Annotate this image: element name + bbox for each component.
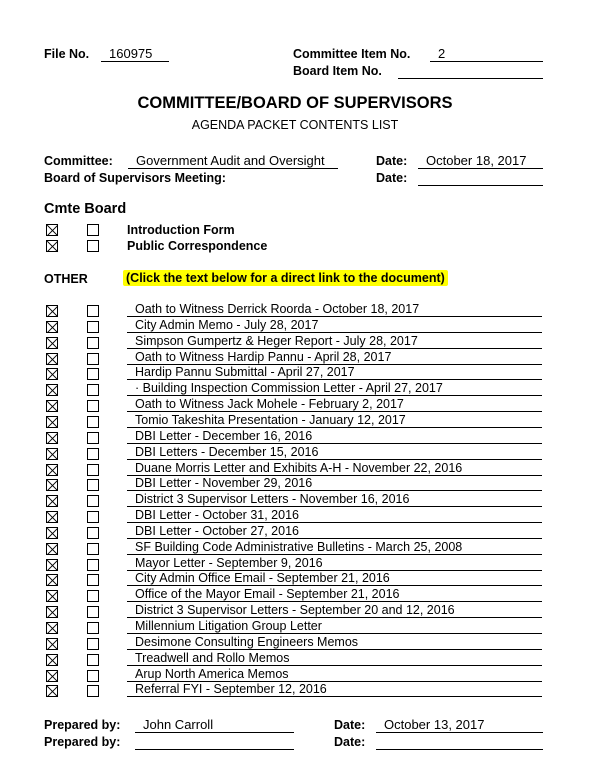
document-link[interactable]: Simpson Gumpertz & Heger Report - July 28, 2017 [127,334,542,349]
cmte-checkbox[interactable] [46,448,58,460]
cmte-checkbox[interactable] [46,353,58,365]
board-checkbox[interactable] [87,511,99,523]
document-link[interactable]: Oath to Witness Derrick Roorda - October 18, 2017 [127,302,542,317]
board-checkbox[interactable] [87,224,99,236]
board-checkbox[interactable] [87,559,99,571]
board-checkbox[interactable] [87,464,99,476]
footer-date-label-1: Date: [334,718,366,732]
cmte-checkbox[interactable] [46,321,58,333]
committee-value: Government Audit and Oversight [128,154,338,169]
board-checkbox[interactable] [87,527,99,539]
board-checkbox[interactable] [87,670,99,682]
document-link[interactable]: Hardip Pannu Submittal - April 27, 2017 [127,365,542,380]
document-link[interactable]: Mayor Letter - September 9, 2016 [127,556,542,571]
committee-date-value: October 18, 2017 [418,154,543,169]
board-checkbox[interactable] [87,353,99,365]
cmte-checkbox[interactable] [46,384,58,396]
board-date-value [418,171,543,186]
file-no-label: File No. [44,47,90,61]
document-link[interactable]: Desimone Consulting Engineers Memos [127,635,542,650]
board-checkbox[interactable] [87,240,99,252]
cmte-checkbox[interactable] [46,574,58,586]
document-link[interactable]: Oath to Witness Hardip Pannu - April 28, 2017 [127,350,542,365]
board-checkbox[interactable] [87,622,99,634]
standard-item-label: Introduction Form [127,223,235,237]
board-item-label: Board Item No. [293,64,382,78]
cmte-board-heading: Cmte Board [44,201,127,217]
board-checkbox[interactable] [87,685,99,697]
cmte-checkbox[interactable] [46,559,58,571]
prepared-by-label-2: Prepared by: [44,735,121,749]
committee-label: Committee: [44,154,113,168]
cmte-checkbox[interactable] [46,400,58,412]
cmte-checkbox[interactable] [46,464,58,476]
document-link[interactable]: Oath to Witness Jack Mohele - February 2, 2017 [127,397,542,412]
cmte-checkbox[interactable] [46,543,58,555]
document-link[interactable]: City Admin Memo - July 28, 2017 [127,318,542,333]
board-checkbox[interactable] [87,543,99,555]
document-link[interactable]: Millennium Litigation Group Letter [127,619,542,634]
cmte-checkbox[interactable] [46,606,58,618]
cmte-checkbox[interactable] [46,511,58,523]
document-link[interactable]: · Building Inspection Commission Letter - April 27, 2017 [127,381,542,396]
board-checkbox[interactable] [87,321,99,333]
board-checkbox[interactable] [87,495,99,507]
cmte-checkbox[interactable] [46,670,58,682]
document-link[interactable]: DBI Letter - November 29, 2016 [127,476,542,491]
committee-date-label: Date: [376,154,408,168]
prepared-by-value-1: John Carroll [135,718,294,733]
cmte-checkbox[interactable] [46,590,58,602]
document-link[interactable]: SF Building Code Administrative Bulletins - March 25, 2008 [127,540,542,555]
board-checkbox[interactable] [87,337,99,349]
document-link[interactable]: Duane Morris Letter and Exhibits A-H - November 22, 2016 [127,461,542,476]
cmte-checkbox[interactable] [46,654,58,666]
cmte-checkbox[interactable] [46,305,58,317]
document-link[interactable]: District 3 Supervisor Letters - September 20 and 12, 2016 [127,603,542,618]
board-checkbox[interactable] [87,448,99,460]
board-checkbox[interactable] [87,400,99,412]
board-meeting-label: Board of Supervisors Meeting: [44,171,226,185]
board-checkbox[interactable] [87,654,99,666]
cmte-checkbox[interactable] [46,479,58,491]
cmte-checkbox[interactable] [46,685,58,697]
board-checkbox[interactable] [87,432,99,444]
board-checkbox[interactable] [87,638,99,650]
document-link[interactable]: DBI Letters - December 15, 2016 [127,445,542,460]
document-link[interactable]: Office of the Mayor Email - September 21, 2016 [127,587,542,602]
cmte-checkbox[interactable] [46,416,58,428]
prepared-by-value-2 [135,735,294,750]
prepared-by-label-1: Prepared by: [44,718,121,732]
cmte-checkbox[interactable] [46,527,58,539]
committee-item-value: 2 [430,47,543,62]
document-link[interactable]: Referral FYI - September 12, 2016 [127,682,542,697]
document-link[interactable]: City Admin Office Email - September 21, 2016 [127,571,542,586]
footer-date-value-1: October 13, 2017 [376,718,543,733]
committee-item-label: Committee Item No. [293,47,411,61]
cmte-checkbox[interactable] [46,622,58,634]
document-link[interactable]: DBI Letter - October 31, 2016 [127,508,542,523]
page-subtitle: AGENDA PACKET CONTENTS LIST [191,118,399,132]
cmte-checkbox[interactable] [46,495,58,507]
other-label: OTHER [44,272,88,286]
board-checkbox[interactable] [87,574,99,586]
document-link[interactable]: Treadwell and Rollo Memos [127,651,542,666]
link-note [123,269,448,287]
board-checkbox[interactable] [87,416,99,428]
board-item-value [398,64,543,79]
file-no-value: 160975 [101,47,169,62]
board-checkbox[interactable] [87,479,99,491]
document-link[interactable]: Tomio Takeshita Presentation - January 12, 2017 [127,413,542,428]
cmte-checkbox[interactable] [46,432,58,444]
standard-item-label: Public Correspondence [127,239,268,253]
document-link[interactable]: Arup North America Memos [127,667,542,682]
board-checkbox[interactable] [87,368,99,380]
board-checkbox[interactable] [87,590,99,602]
page-title: COMMITTEE/BOARD OF SUPERVISORS [137,94,453,112]
cmte-checkbox[interactable] [46,337,58,349]
cmte-checkbox[interactable] [46,368,58,380]
document-link[interactable]: DBI Letter - December 16, 2016 [127,429,542,444]
board-checkbox[interactable] [87,606,99,618]
board-checkbox[interactable] [87,305,99,317]
board-checkbox[interactable] [87,384,99,396]
footer-date-value-2 [376,735,543,750]
board-date-label: Date: [376,171,408,185]
link-note-text: (Click the text below for a direct link to the document) [123,270,448,286]
cmte-checkbox[interactable] [46,638,58,650]
cmte-checkbox[interactable] [46,224,58,236]
document-link[interactable]: DBI Letter - October 27, 2016 [127,524,542,539]
footer-date-label-2: Date: [334,735,366,749]
cmte-checkbox[interactable] [46,240,58,252]
document-link[interactable]: District 3 Supervisor Letters - November 16, 2016 [127,492,542,507]
